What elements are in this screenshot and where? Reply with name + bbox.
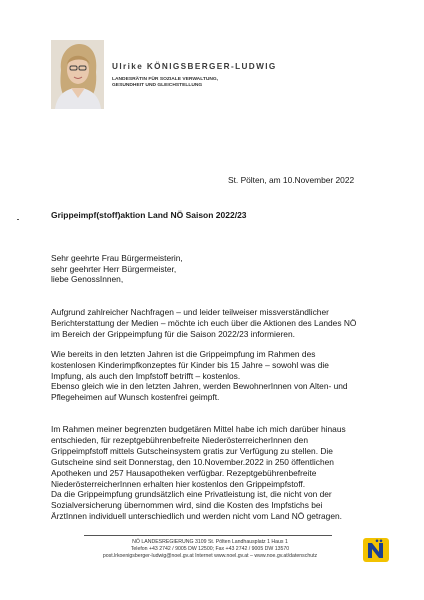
paragraph-line: Ebenso gleich wie in den letzten Jahren, werden BewohnerInnen von Alten- und <box>51 381 348 391</box>
paragraph-costs <box>51 489 342 522</box>
paragraph-line: Im Rahmen meiner begrenzten budgetären Mittel habe ich mich darüber hinaus <box>51 424 346 434</box>
portrait-icon <box>51 40 104 109</box>
portrait-photo <box>51 40 104 109</box>
paragraph-line: Grippeimpfstoff mittels Gutscheinsystem gratis zur Verfügung zu stellen. Die <box>51 445 333 456</box>
paragraph-line: im Bereich der Grippeimpfung für die Saison 2022/23 informieren. <box>51 328 295 339</box>
paragraph-line: Aufgrund zahlreicher Nachfragen – und leider teilweiser missverständlicher <box>51 307 329 317</box>
paragraph-line: entschieden, für rezeptgebührenbefreite NiederösterreicherInnen den <box>51 434 308 445</box>
author-name: Ulrike KÖNIGSBERGER-LUDWIG <box>112 62 277 71</box>
salutation-line: liebe GenossInnen, <box>51 274 124 284</box>
paragraph-line: Wie bereits in den letzten Jahren ist die Grippeimpfung im Rahmen des <box>51 349 316 359</box>
role-line: GESUNDHEIT UND GLEICHSTELLUNG <box>112 83 203 89</box>
salutation <box>51 253 183 285</box>
noe-logo-graphic <box>363 538 389 562</box>
author-role <box>112 77 218 90</box>
paragraph-vouchers <box>51 424 346 489</box>
fold-mark <box>17 219 19 220</box>
paragraph-line: ÄrztInnen individuell unterschiedlich und werden nicht vom Land NÖ getragen. <box>51 510 342 521</box>
noe-logo-icon <box>363 538 389 562</box>
paragraph-line: NiederösterreicherInnen erhalten hier kostenlos den Grippeimpfstoff. <box>51 478 306 489</box>
paragraph-intro <box>51 307 356 340</box>
salutation-line: sehr geehrter Herr Bürgermeister, <box>51 263 177 274</box>
paragraph-children <box>51 349 329 382</box>
date-line: St. Pölten, am 10.November 2022 <box>228 175 355 185</box>
paragraph-line: Sozialversicherung übernommen wird, sind die Kosten des Impfstichs bei <box>51 499 323 510</box>
salutation-line: Sehr geehrte Frau Bürgermeisterin, <box>51 253 183 263</box>
paragraph-line: Berichterstattung der Medien – möchte ich euch über die Aktionen des Landes NÖ <box>51 317 357 328</box>
paragraph-line: Pflegeheimen auf Wunsch kostenfrei geimpft. <box>51 391 220 402</box>
role-line: LANDESRÄTIN FÜR SOZIALE VERWALTUNG, <box>112 77 219 82</box>
paragraph-line: Da die Grippeimpfung grundsätzlich eine Privatleistung ist, die nicht von der <box>51 489 332 499</box>
footer-contact: post.lrkoenigsberger-ludwig@noel.gv.at Internet www.noel.gv.at – www.noe.gv.at/datenschutz <box>102 553 318 560</box>
footer <box>76 539 344 560</box>
paragraph-care-homes <box>51 381 348 403</box>
footer-phone: Telefon +43 2742 / 9005 DW 12500; Fax +43 2742 / 9005 DW 13570 <box>130 546 290 553</box>
paragraph-line: Gutscheine sind seit Donnerstag, den 10.November.2022 in 250 öffentlichen <box>51 456 334 467</box>
paragraph-line: Apotheken und 257 Hausapotheken verfügbar. Rezeptgebührenbefreite <box>51 467 317 478</box>
paragraph-line: kostenlosen Kinderimpfkonzeptes für Kinder bis 15 Jahre – sowohl was die <box>51 359 329 370</box>
paragraph-line: Impfung, als auch den Impfstoff betrifft – kostenlos. <box>51 370 241 381</box>
footer-address: NÖ LANDESREGIERUNG 3109 St. Pölten Landhausplatz 1 Haus 1 <box>132 539 288 545</box>
footer-divider <box>84 535 332 536</box>
subject-line: Grippeimpf(stoff)aktion Land NÖ Saison 2022/23 <box>51 210 247 220</box>
